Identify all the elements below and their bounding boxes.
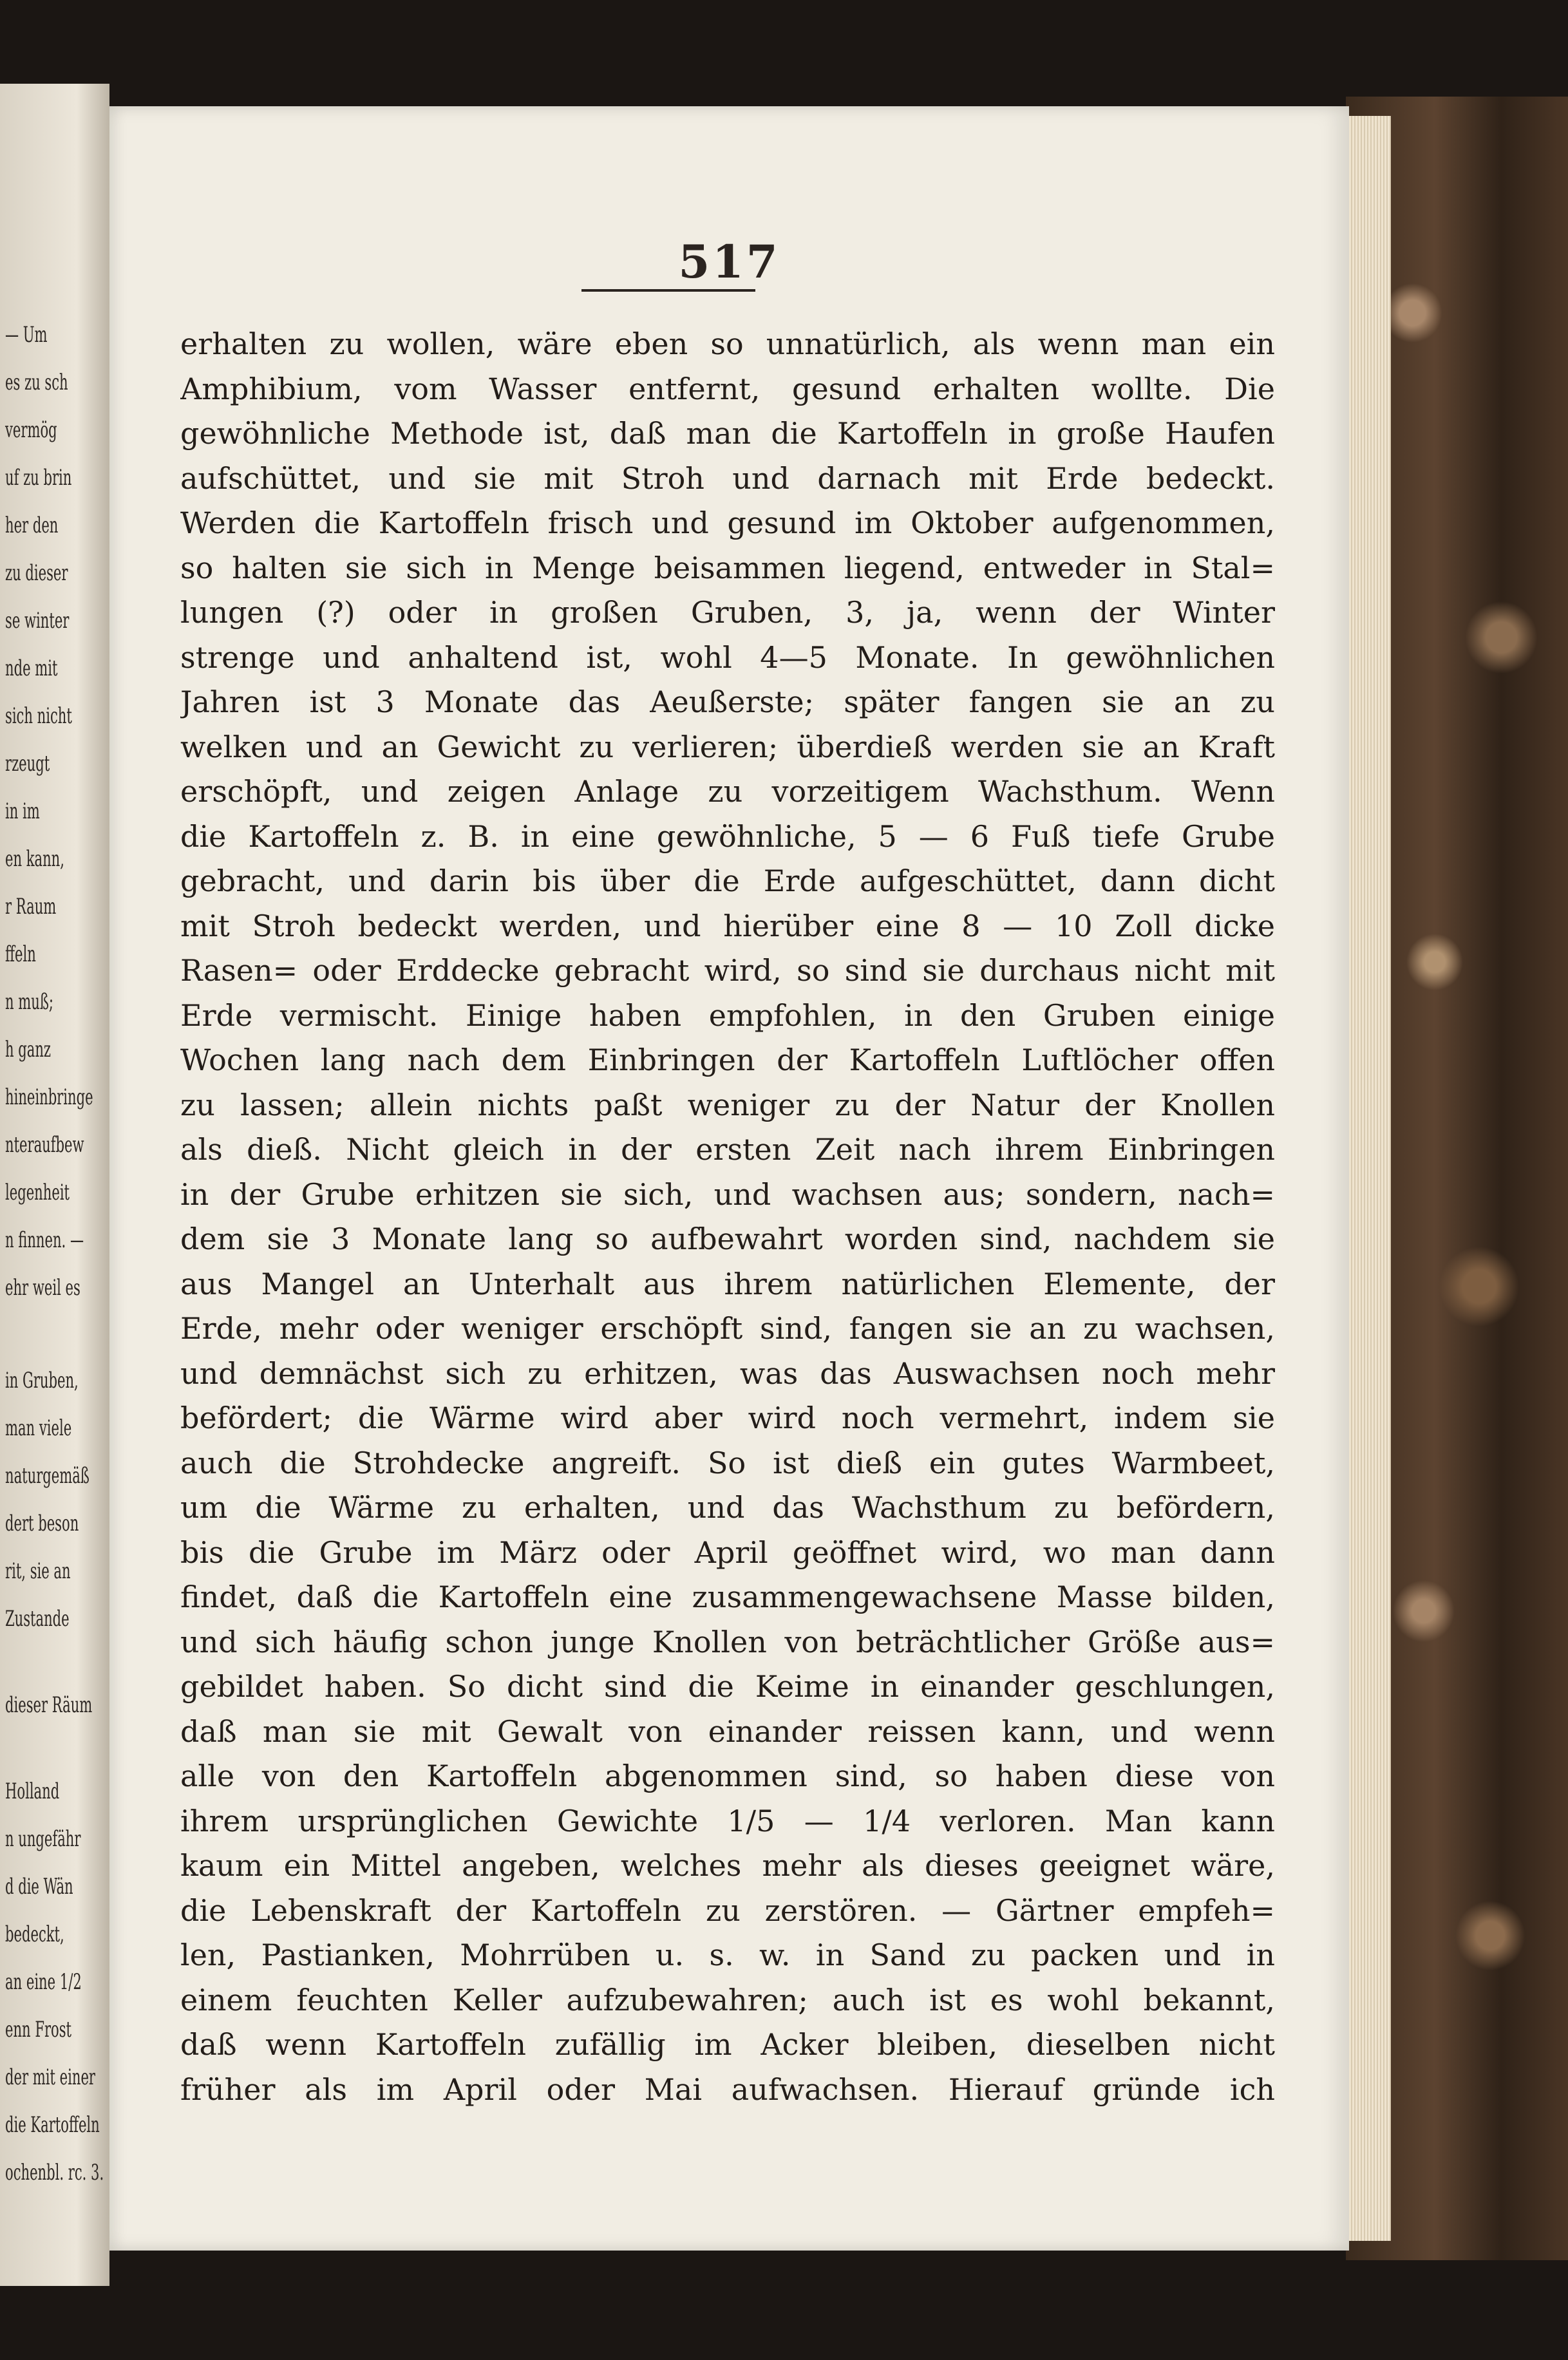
text-line: befördert; die Wärme wird aber wird noch vermehrt, indem sie [180, 1401, 1275, 1435]
text-line: findet, daß die Kartoffeln eine zusammengewachsene Masse bilden, [180, 1580, 1275, 1614]
text-line: Erde vermischt. Einige haben empfohlen, in den Gruben einige [180, 997, 1275, 1033]
page-number: 517 [678, 235, 780, 288]
text-line: welken und an Gewicht zu verlieren; überdieß werden sie an Kraft [180, 729, 1275, 764]
facing-page-line: man viele [5, 1415, 72, 1441]
facing-page-line: ehr weil es [5, 1275, 80, 1301]
text-line: alle von den Kartoffeln abgenommen sind, so haben diese von [180, 1759, 1275, 1793]
text-line: Wochen lang nach dem Einbringen der Kartoffeln Luftlöcher offen [180, 1043, 1275, 1077]
facing-page-line: nde mit [5, 656, 58, 681]
text-line: auch die Strohdecke angreift. So ist dieß ein gutes Warmbeet, [180, 1445, 1275, 1480]
text-line: Amphibium, vom Wasser entfernt, gesund erhalten wollte. Die [180, 371, 1275, 406]
text-line: zu lassen; allein nichts paßt weniger zu der Natur der Knollen [180, 1087, 1275, 1122]
text-line: und demnächst sich zu erhitzen, was das Auswachsen noch mehr [180, 1355, 1275, 1391]
text-line: als dieß. Nicht gleich in der ersten Zeit nach ihrem Einbringen [180, 1132, 1275, 1167]
facing-page-line: der mit einer [5, 2064, 96, 2090]
facing-page-line: h ganz [5, 1037, 52, 1062]
text-line: daß wenn Kartoffeln zufällig im Acker bleiben, dieselben nicht [180, 2027, 1275, 2062]
text-line: in der Grube erhitzen sie sich, und wachsen aus; sondern, nach= [180, 1176, 1275, 1212]
facing-page-line: zu dieser [5, 560, 68, 586]
text-line: kaum ein Mittel angeben, welches mehr als dieses geeignet wäre, [180, 1848, 1275, 1883]
facing-page-line: nteraufbew [5, 1132, 84, 1158]
facing-page-line: vermög [5, 417, 57, 443]
text-line: Erde, mehr oder weniger erschöpft sind, fangen sie an zu wachsen, [180, 1311, 1275, 1346]
text-line: um die Wärme zu erhalten, und das Wachsthum zu befördern, [180, 1490, 1275, 1525]
facing-page-line: n finnen. — [5, 1227, 84, 1253]
text-line: strenge und anhaltend ist, wohl 4—5 Monate. In gewöhnlichen [180, 639, 1275, 675]
facing-page-line: rit, sie an [5, 1558, 71, 1584]
text-line: Rasen= oder Erddecke gebracht wird, so sind sie durchaus nicht mit [180, 953, 1275, 988]
text-line: Jahren ist 3 Monate das Aeußerste; später fangen sie an zu [180, 684, 1275, 719]
text-line: len, Pastianken, Mohrrüben u. s. w. in Sand zu packen und in [180, 1938, 1275, 1972]
facing-page-line: die Kartoffeln [5, 2112, 100, 2138]
facing-page-line: n ungefähr [5, 1826, 81, 1852]
facing-page-line: bedeckt, [5, 1921, 64, 1947]
text-line: einem feuchten Keller aufzubewahren; auch ist es wohl bekannt, [180, 1982, 1275, 2017]
text-line: lungen (?) oder in großen Gruben, 3, ja, wenn der Winter [180, 595, 1275, 630]
facing-page-line: ffeln [5, 941, 36, 967]
text-line: mit Stroh bedeckt werden, und hierüber eine 8 — 10 Zoll dicke [180, 908, 1275, 943]
facing-page-line: rzeugt [5, 751, 50, 777]
facing-page-line: naturgemäß [5, 1463, 90, 1489]
facing-page-line: in Gruben, [5, 1368, 79, 1393]
facing-page-line: sich nicht [5, 703, 72, 729]
facing-page [0, 84, 109, 2286]
facing-page-line: legenheit [5, 1180, 70, 1205]
facing-page-line: dieser Räum [5, 1692, 93, 1718]
text-line: und sich häufig schon junge Knollen von beträchtlicher Größe aus= [180, 1624, 1275, 1659]
facing-page-line: enn Frost [5, 2017, 72, 2043]
page-edges [1346, 116, 1391, 2241]
text-line: die Kartoffeln z. B. in eine gewöhnliche, 5 — 6 Fuß tiefe Grube [180, 818, 1275, 854]
facing-page-line: hineinbringe [5, 1084, 93, 1110]
facing-page-line: ochenbl. rc. 3. [5, 2160, 104, 2185]
facing-page-line: se winter [5, 608, 70, 634]
page-number-rule [581, 289, 755, 292]
facing-page-line: n muß; [5, 989, 54, 1015]
text-line: gebildet haben. So dicht sind die Keime in einander geschlungen, [180, 1669, 1275, 1704]
text-line: daß man sie mit Gewalt von einander reissen kann, und wenn [180, 1713, 1275, 1749]
body-text [180, 322, 1275, 2112]
text-line: so halten sie sich in Menge beisammen liegend, entweder in Stal= [180, 550, 1275, 585]
text-line: dem sie 3 Monate lang so aufbewahrt worden sind, nachdem sie [180, 1222, 1275, 1256]
text-line: Werden die Kartoffeln frisch und gesund im Oktober aufgenommen, [180, 505, 1275, 540]
facing-page-line: en kann, [5, 846, 64, 872]
text-line: aus Mangel an Unterhalt aus ihrem natürlichen Elemente, der [180, 1266, 1275, 1301]
facing-page-line: her den [5, 513, 59, 538]
text-line: die Lebenskraft der Kartoffeln zu zerstören. — Gärtner empfeh= [180, 1893, 1275, 1928]
facing-page-line: in im [5, 798, 40, 824]
text-line: erhalten zu wollen, wäre eben so unnatürlich, als wenn man ein [180, 326, 1275, 361]
facing-page-line: Zustande [5, 1606, 70, 1632]
facing-page-line: dert beson [5, 1511, 79, 1536]
facing-page-line: — Um [5, 322, 48, 348]
facing-page-line: es zu sch [5, 370, 68, 395]
facing-page-line: d die Wän [5, 1874, 73, 1900]
facing-page-line: an eine 1/2 [5, 1969, 82, 1995]
facing-page-line: Holland [5, 1779, 60, 1804]
text-line: gebracht, und darin bis über die Erde aufgeschüttet, dann dicht [180, 864, 1275, 898]
text-line: gewöhnliche Methode ist, daß man die Kartoffeln in große Haufen [180, 416, 1275, 451]
text-line: erschöpft, und zeigen Anlage zu vorzeitigem Wachsthum. Wenn [180, 774, 1275, 809]
text-line: bis die Grube im März oder April geöffnet wird, wo man dann [180, 1534, 1275, 1570]
text-line: ihrem ursprünglichen Gewichte 1/5 — 1/4 verloren. Man kann [180, 1803, 1275, 1838]
main-page [109, 106, 1349, 2251]
facing-page-line: uf zu brin [5, 465, 72, 491]
text-line: aufschüttet, und sie mit Stroh und darnach mit Erde bedeckt. [180, 460, 1275, 496]
text-line: früher als im April oder Mai aufwachsen. Hierauf gründe ich [180, 2072, 1275, 2107]
facing-page-line: r Raum [5, 894, 57, 920]
